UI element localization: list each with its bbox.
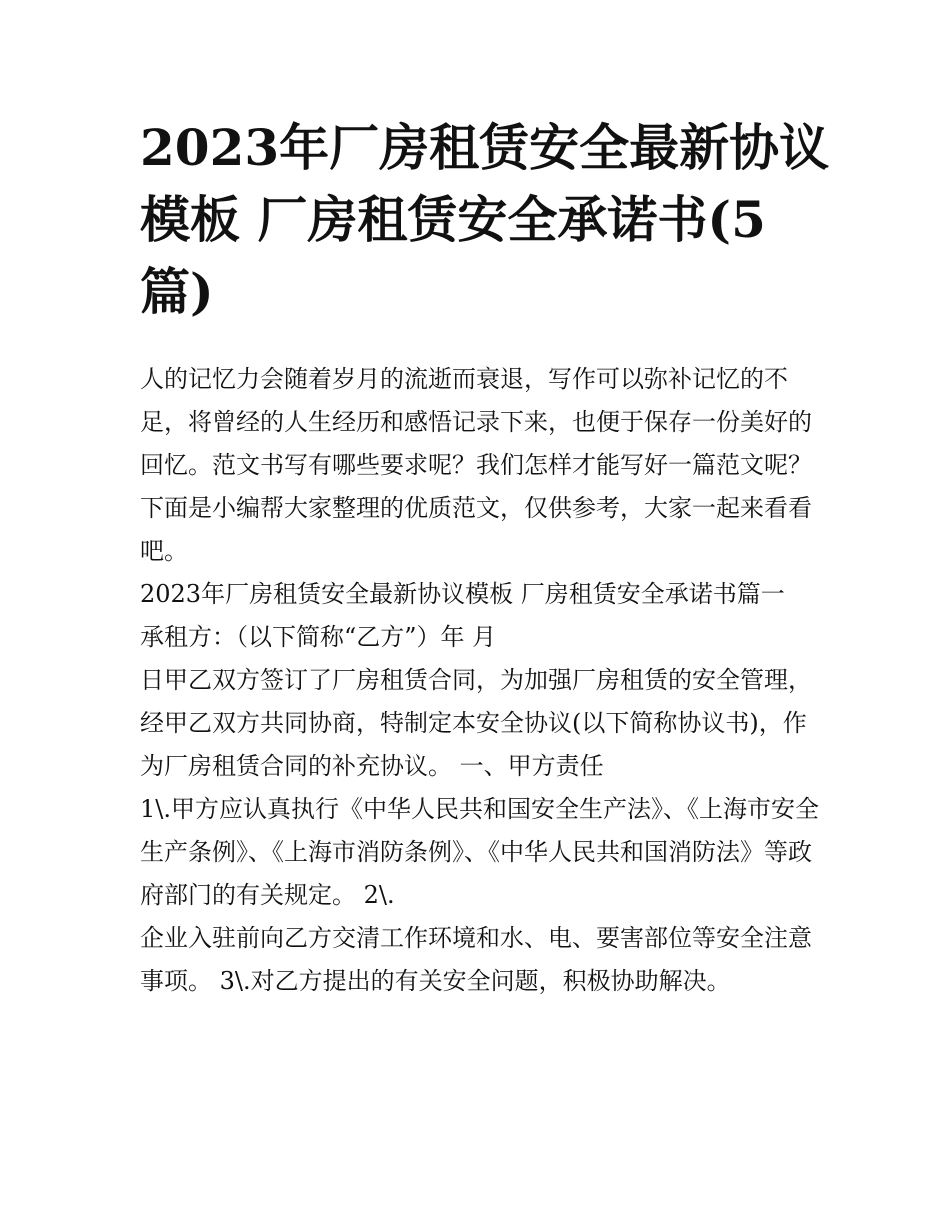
document-title: 2023年厂房租赁安全最新协议模板 厂房租赁安全承诺书(5篇)	[140, 118, 830, 321]
document-body	[140, 358, 830, 1003]
intro-paragraph: 人的记忆力会随着岁月的流逝而衰退，写作可以弥补记忆的不足，将曾经的人生经历和感悟记录下来，也便于保存一份美好的回忆。范文书写有哪些要求呢？我们怎样才能写好一篇范文呢？下面是小编帮大家整理的优质范文，仅供参考，大家一起来看看吧。	[140, 365, 812, 565]
section-heading: 2023年厂房租赁安全最新协议模板 厂房租赁安全承诺书篇一	[140, 580, 785, 608]
agreement-paragraph: 日甲乙双方签订了厂房租赁合同，为加强厂房租赁的安全管理，经甲乙双方共同协商，特制定本安全协议(以下简称协议书)，作为厂房租赁合同的补充协议。 一、甲方责任	[140, 666, 812, 780]
lessee-line: 承租方：（以下简称“乙方”）年 月	[140, 623, 497, 651]
clause-2-3-paragraph: 企业入驻前向乙方交清工作环境和水、电、要害部位等安全注意事项。 3\.对乙方提出的有关安全问题，积极协助解决。	[140, 924, 812, 995]
clause-1-paragraph: 1\.甲方应认真执行《中华人民共和国安全生产法》、《上海市安全生产条例》、《上海市消防条例》、《中华人民共和国消防法》等政府部门的有关规定。 2\.	[140, 795, 819, 909]
